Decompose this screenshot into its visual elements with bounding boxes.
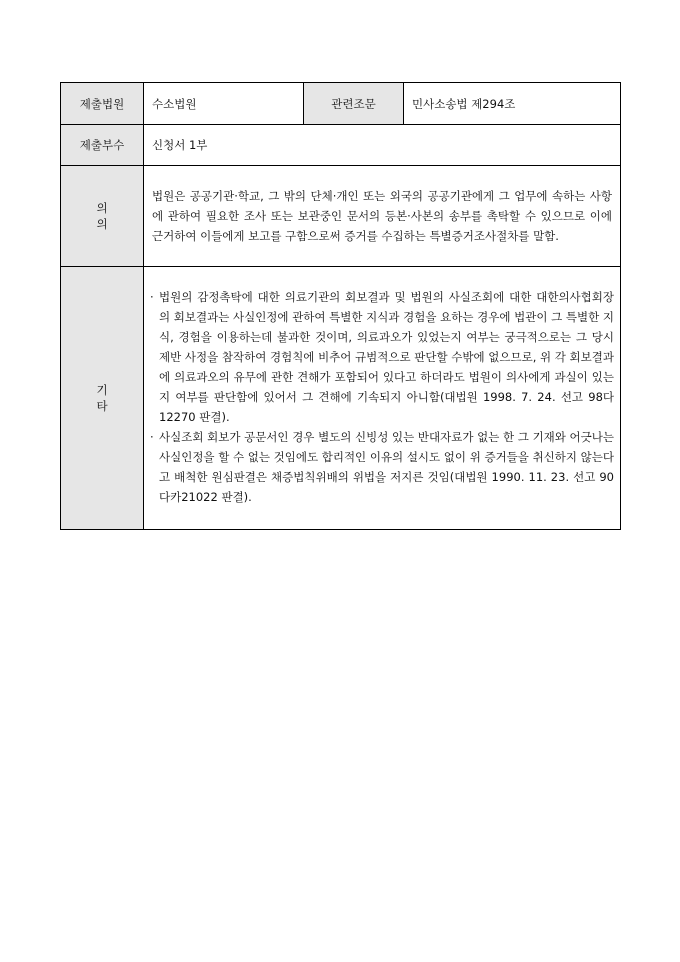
value-copies: 신청서 1부 xyxy=(144,125,621,166)
other-item-text: 사실조회 회보가 공문서인 경우 별도의 신빙성 있는 반대자료가 없는 한 그 기재와 어긋나는 사실인정을 할 수 없는 것임에도 합리적인 이유의 설시도 없이 위 증거들을 취신하지 않는다고 배척한 원심판결은 채증법칙위배의 위법을 저지른 것임(대법원 1990. 11. 23. 선고 90다카21022 판결). xyxy=(159,430,614,504)
bullet-mark: · xyxy=(150,430,154,444)
row-court xyxy=(61,83,621,125)
label-court: 제출법원 xyxy=(61,83,144,125)
other-content xyxy=(144,267,621,530)
bullet-mark: · xyxy=(150,290,154,304)
row-other xyxy=(61,267,621,530)
label-copies: 제출부수 xyxy=(61,125,144,166)
label-other: 기타 xyxy=(61,267,144,530)
other-item-2 xyxy=(150,427,614,507)
other-item-1 xyxy=(150,287,614,427)
label-meaning: 의의 xyxy=(61,166,144,267)
row-copies xyxy=(61,125,621,166)
row-meaning xyxy=(61,166,621,267)
value-article: 민사소송법 제294조 xyxy=(404,83,621,125)
info-table xyxy=(60,82,621,530)
label-article: 관련조문 xyxy=(304,83,404,125)
value-court: 수소법원 xyxy=(144,83,304,125)
other-item-text: 법원의 감정촉탁에 대한 의료기관의 회보결과 및 법원의 사실조회에 대한 대한의사협회장의 회보결과는 사실인정에 관하여 특별한 지식과 경험을 요하는 경우에 법관이 그 특별한 지식, 경험을 이용하는데 불과한 것이며, 의료과오가 있었는지 여부는 궁극적으로는 그 당시 제반 사정을 참작하여 경험칙에 비추어 규범적으로 판단할 수밖에 없으므로, 위 각 회보결과에 의료과오의 유무에 관한 견해가 포함되어 있다고 하더라도 법원이 의사에게 과실이 있는지 여부를 판단함에 있어서 그 견해에 기속되지 아니함(대법원 1998. 7. 24. 선고 98다12270 판결). xyxy=(159,290,614,424)
meaning-text: 법원은 공공기관·학교, 그 밖의 단체·개인 또는 외국의 공공기관에게 그 업무에 속하는 사항에 관하여 필요한 조사 또는 보관중인 문서의 등본·사본의 송부를 촉탁할 수 있으므로 이에 근거하여 이들에게 보고를 구함으로써 증거를 수집하는 특별증거조사절차를 말함. xyxy=(144,166,621,267)
